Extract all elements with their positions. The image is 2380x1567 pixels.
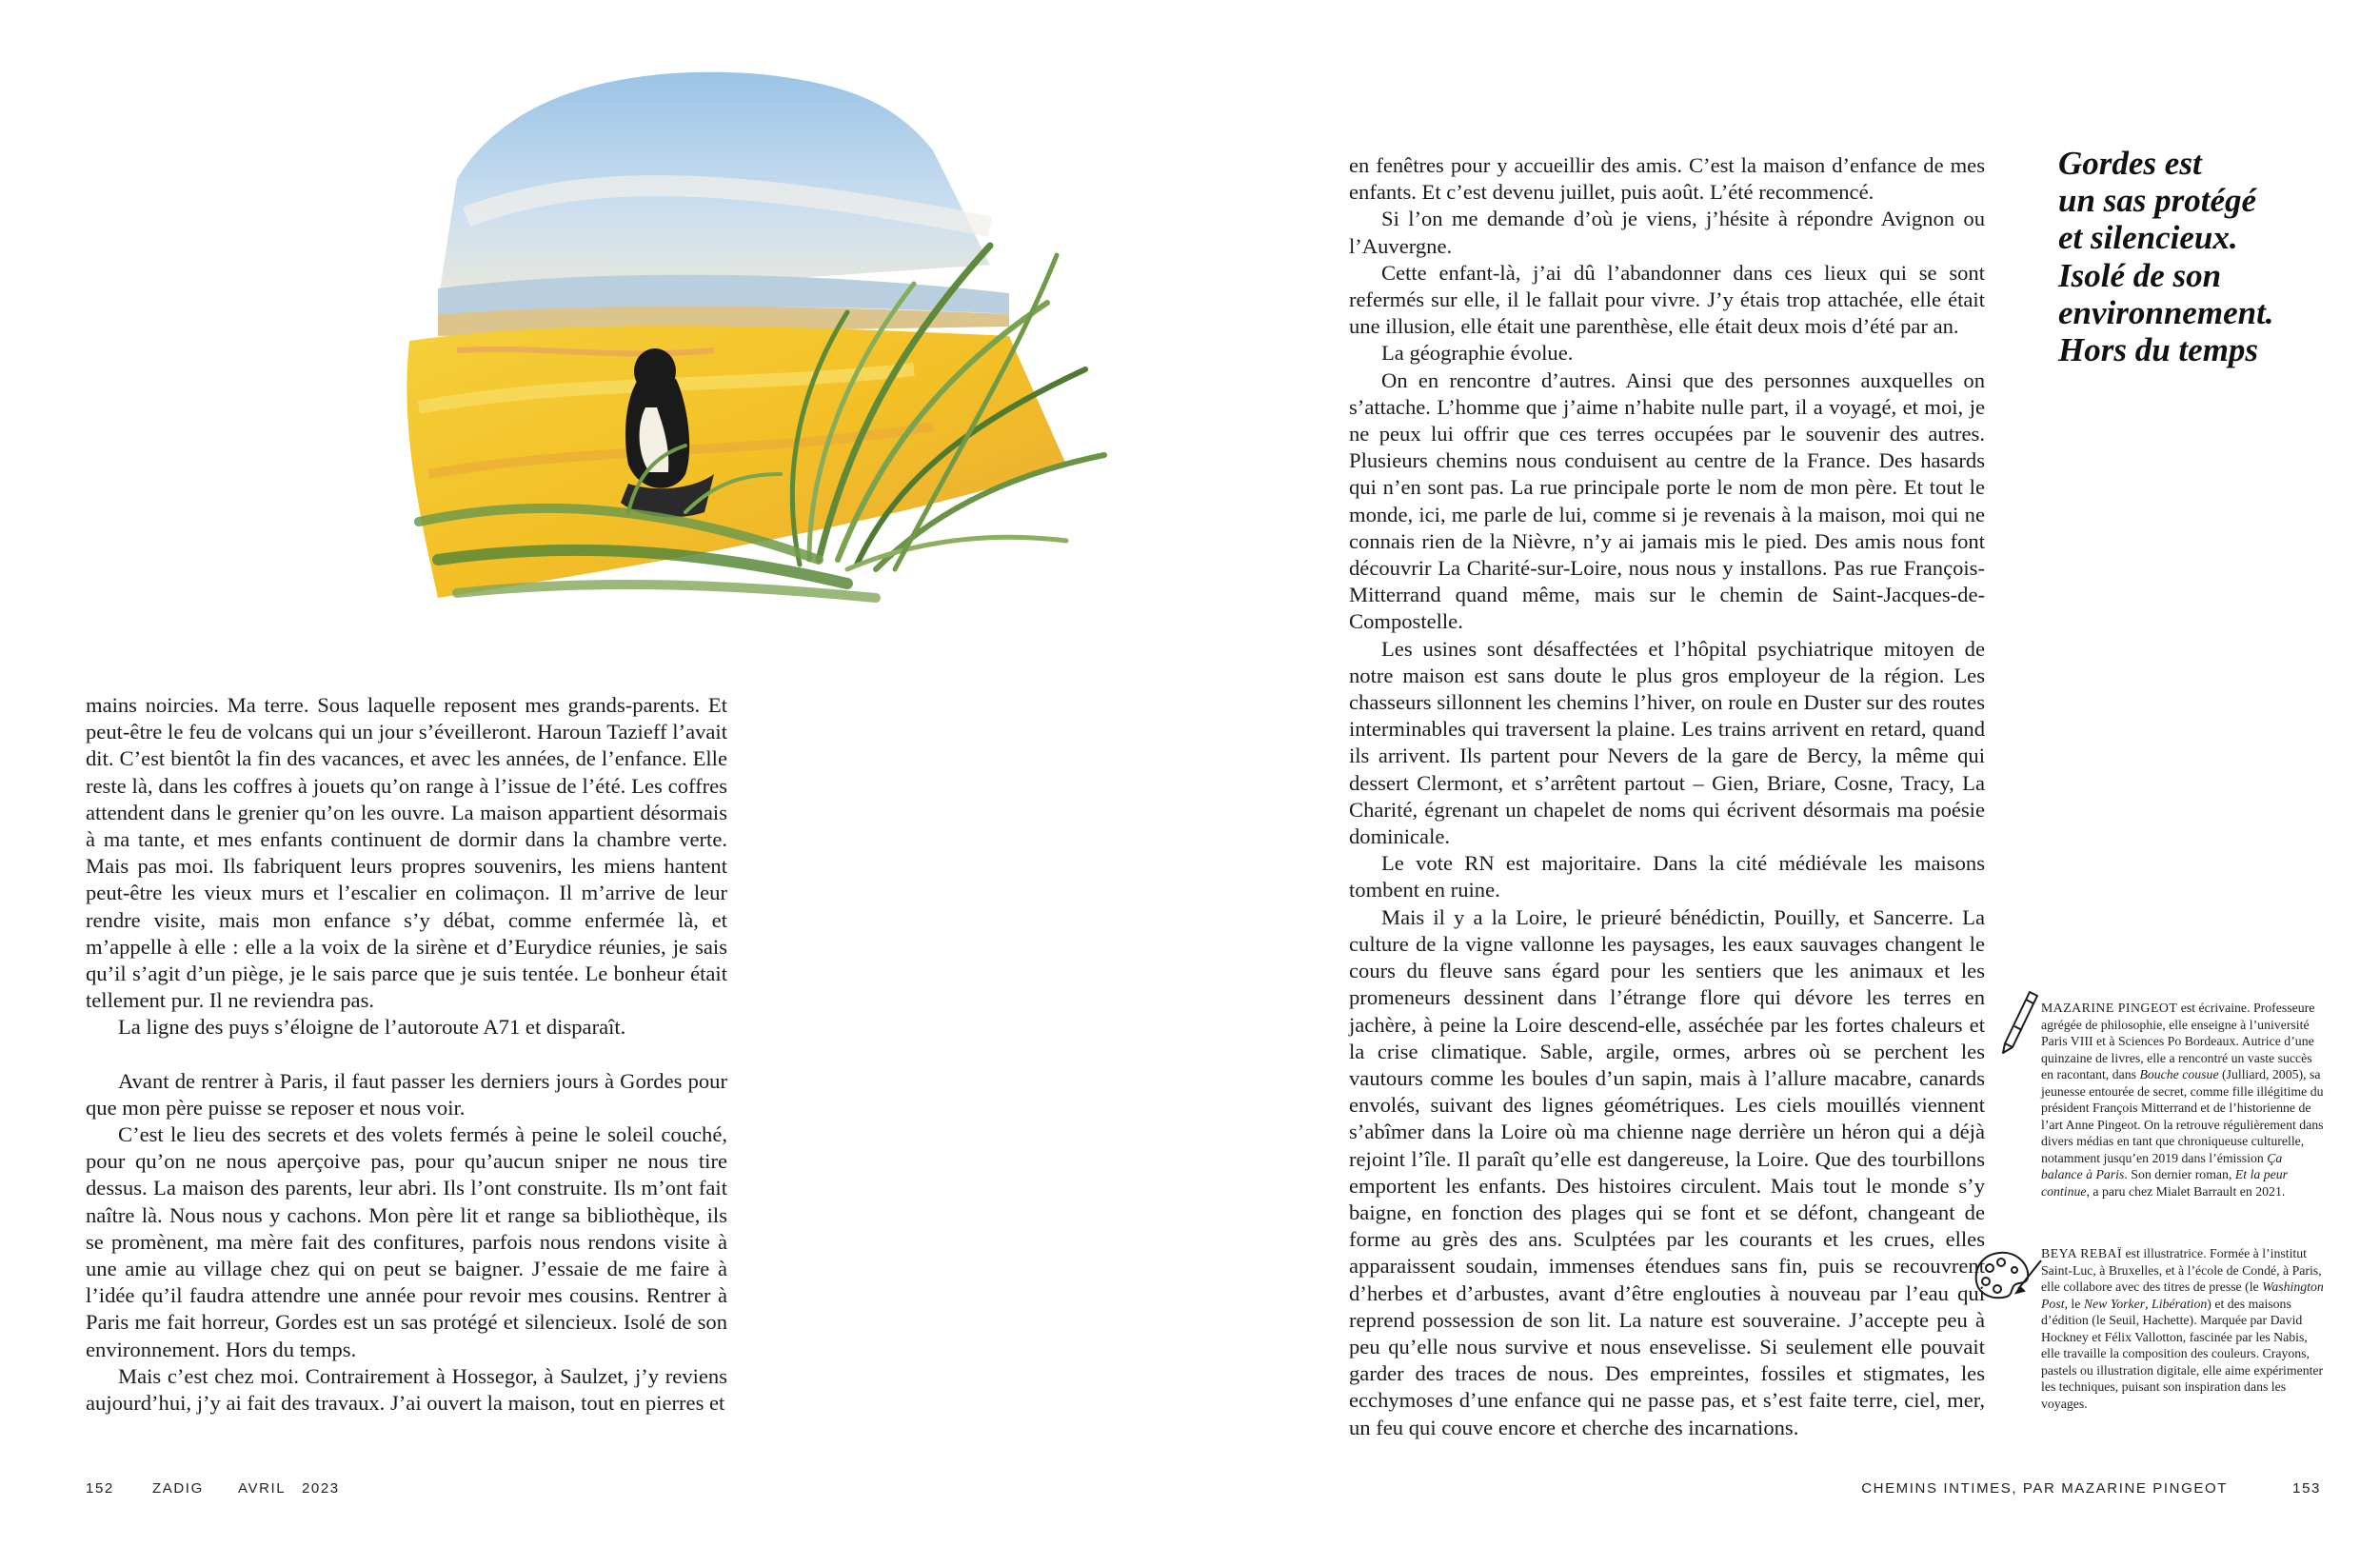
right-page-text xyxy=(1349,152,1985,1441)
paragraph: C’est le lieu des secrets et des volets fermés à peine le soleil couché, pour qu’on ne nous aperçoive pas, pour qu’aucun sniper ne nous tire dessus. La maison des parents, leur abri. Ils l’ont construite. Ils m’ont fait naître là. Nous nous y cachons. Mon père lit et range sa bibliothèque, ils se promènent, ma mère fait des confitures, parfois nous rendons visite à une amie au village chez qui on peut se baigner. J’essaie de me faire à l’idée qu’il faudra attendre une année pour revoir mes cousins. Rentrer à Paris me fait horreur, Gordes est un sas protégé et silencieux. Isolé de son environnement. Hors du temps. xyxy=(86,1122,727,1361)
pull-quote-line: un sas protégé xyxy=(2058,182,2257,220)
left-page-text xyxy=(86,692,727,1417)
left-page-number: 152 xyxy=(86,1480,114,1497)
pull-quote-line: Hors du temps xyxy=(2058,331,2259,369)
running-header: CHEMINS INTIMES, PAR MAZARINE PINGEOT xyxy=(1861,1480,2228,1497)
dune-illustration xyxy=(400,65,1123,626)
bio-text: (Julliard, 2005), sa jeunesse entourée de secret, comme fille illégitime du président François Mitterrand et de l’historienne de l’art Anne Pingeot. On la retrouve régulièrement dans divers médias en tant que chroniqueuse culturelle, notamment jusqu’en 2019 dans l’émission xyxy=(2041,1067,2324,1165)
bio-work-title: Libération xyxy=(2152,1296,2208,1311)
paragraph: Mais il y a la Loire, le prieuré bénédictin, Pouilly, et Sancerre. La culture de la vigne vallonne les paysages, les eaux sauvages changent le cours du fleuve sans égard pour les sentiers que les animaux et les promeneurs dessinent dans l’étrange flore qui dévore les terres en jachère, à peine la Loire descend-elle, asséchée par les fortes chaleurs et la crise climatique. Sable, argile, ormes, arbres où se perchent les vautours comme les boules d’un sapin, mais à l’allure macabre, canards envolés, suivant des lignes géométriques. Les ciels mouillés viennent s’abîmer dans la Loire où ma chienne nage derrière un héron qui a déjà rejoint l’île. Il paraît qu’elle est dangereuse, la Loire. Que des tourbillons emportent les enfants. Des histoires circulent. Mais tout le monde s’y baigne, en fonction des plages qui se font et se défont, changeant de forme au grès des ans. Sculptées par les courants et les crues, elles apparaissent soudain, immenses étendues sans fin, puis se recouvrent d’herbes et d’arbustes, avant d’être englouties à nouveau par l’eau qui reprend possession de son lit. La nature est souveraine. J’accepte peu à peu qu’elle nous survive et nous ensevelisse. Si seulement elle pouvait garder des traces de nous. Des empreintes, fossiles et stigmates, les ecchymoses d’une enfance qui ne passe pas, et s’est faite terre, ciel, mer, un feu qui couve encore et cherche des incarnations. xyxy=(1349,904,1985,1439)
pen-icon xyxy=(1993,988,2047,1055)
author-name: MAZARINE PINGEOT xyxy=(2041,1001,2178,1015)
illustrator-name: BEYA REBAÏ xyxy=(2041,1246,2123,1260)
paragraph: Avant de rentrer à Paris, il faut passer les derniers jours à Gordes pour que mon père puisse se reposer et nous voir. xyxy=(86,1068,727,1120)
pull-quote-line: environnement. xyxy=(2058,293,2274,331)
bio-text: est illustratrice. Formée à l’institut Saint-Luc, à Bruxelles, et à l’école de Condé, à Paris, elle collabore avec des titres de presse (le xyxy=(2041,1246,2322,1294)
magazine-name: ZADIG xyxy=(152,1480,204,1497)
paragraph: Mais c’est chez moi. Contrairement à Hossegor, à Saulzet, j’y reviens aujourd’hui, j’y ai fait des travaux. J’ai ouvert la maison, tout en pierres et xyxy=(86,1363,727,1416)
bio-work-title: Bouche cousue xyxy=(2139,1067,2219,1081)
right-page-number: 153 xyxy=(2292,1480,2321,1497)
bio-text: , xyxy=(2145,1296,2152,1311)
pull-quote xyxy=(2058,145,2325,368)
paragraph: La géographie évolue. xyxy=(1381,341,1574,366)
pull-quote-line: Isolé de son xyxy=(2058,256,2222,294)
author-bio xyxy=(2041,1000,2327,1200)
bio-work-title: Washington Post xyxy=(2041,1279,2324,1311)
bio-text: , le xyxy=(2064,1296,2084,1311)
bio-work-title: Ça balance à Paris xyxy=(2041,1150,2283,1181)
illustrator-bio xyxy=(2041,1245,2327,1412)
paragraph: On en rencontre d’autres. Ainsi que des personnes auxquelles on s’attache. L’homme que j’aime n’habite nulle part, il a voyagé, et moi, je ne peux lui offrir que ces terres occupées par le souvenir des autres. Plusieurs chemins nous conduisent au centre de la France. Des hasards qui n’en sont pas. La rue principale porte le nom de mon père. Et tout le monde, ici, me parle de lui, comme si je revenais à la maison, moi qui ne connais rien de la Nièvre, n’y ai jamais mis le pied. Des amis nous font découvrir La Charité-sur-Loire, nous nous y installons. Pas rue François-Mitterrand quand même, mais sur le chemin de Saint-Jacques-de-Compostelle. xyxy=(1349,367,1985,634)
bio-text: est écrivaine. Professeure agrégée de philosophie, elle enseigne à l’université Paris VIII et à Sciences Po Bordeaux. Autrice d’une quinzaine de livres, elle a rencontré un vaste succès en racontant, dans xyxy=(2041,1001,2315,1081)
pull-quote-line: et silencieux. xyxy=(2058,219,2238,257)
paragraph: Les usines sont désaffectées et l’hôpital psychiatrique mitoyen de notre maison est sans doute le plus gros employeur de la région. Les chasseurs sillonnent les chemins l’hiver, on roule en Duster sur des routes interminables qui traversent la plaine. Les trains arrivent en retard, quand ils arrivent. Ils partent pour Nevers de la gare de Bercy, la même qui dessert Clermont, et s’arrêtent partout – Gien, Briare, Cosne, Tracy, La Charité, égrenant un chapelet de noms qui écrivent désormais ma poésie dominicale. xyxy=(1349,636,1985,849)
paragraph: Le vote RN est majoritaire. Dans la cité médiévale les maisons tombent en ruine. xyxy=(1349,851,1985,903)
bio-text: ) et des maisons d’édition (le Seuil, Hachette). Marquée par David Hockney et Félix Vallotton, fascinée par les Nabis, elle travaille la composition des couleurs. Crayons, pastels ou illustration digitale, elle aime expérimenter les techniques, puisant son inspiration dans les voyages. xyxy=(2041,1296,2324,1411)
paragraph: Si l’on me demande d’où je viens, j’hésite à répondre Avignon ou l’Auvergne. xyxy=(1349,207,1985,258)
paragraph: mains noircies. Ma terre. Sous laquelle reposent mes grands-parents. Et peut-être le feu de volcans qui un jour s’éveilleront. Haroun Tazieff l’avait dit. C’est bientôt la fin des vacances, et avec les années, de l’enfance. Elle reste là, dans les coffres à jouets qu’on range à l’issue de l’été. Les coffres attendent dans le grenier qu’on les ouvre. La maison appartient désormais à ma tante, et mes enfants continuent de dormir dans la chambre verte. Mais pas moi. Ils fabriquent leurs propres souvenirs, les miens hantent peut-être les vieux murs et l’escalier en colimaçon. Il m’arrive de leur rendre visite, mais mon enfance s’y débat, comme enfermée là, et m’appelle à elle : elle a la voix de la sirène et d’Eurydice réunies, je sais qu’il s’agit d’un piège, je le sais parce que je suis tentée. Le bonheur était tellement pur. Il ne reviendra pas. xyxy=(86,693,727,1013)
issue-date: AVRIL 2023 xyxy=(238,1480,340,1497)
pull-quote-line: Gordes est xyxy=(2058,145,2202,182)
bio-work-title: New Yorker xyxy=(2083,1296,2146,1311)
bio-text: , a paru chez Mialet Barrault en 2021. xyxy=(2086,1183,2286,1199)
paragraph: Cette enfant-là, j’ai dû l’abandonner dans ces lieux qui se sont refermés sur elle, il le fallait pour vivre. J’y étais trop attachée, elle était une illusion, elle était une parenthèse, elle était deux mois d’été par an. xyxy=(1349,260,1985,339)
bio-text: . Son dernier roman, xyxy=(2124,1167,2235,1181)
palette-icon xyxy=(1971,1247,2045,1304)
paragraph: en fenêtres pour y accueillir des amis. C’est la maison d’enfance de mes enfants. Et c’est devenu juillet, puis août. L’été recommencé. xyxy=(1349,153,1985,205)
bio-work-title: Et la peur continue xyxy=(2041,1167,2289,1199)
sky xyxy=(438,72,990,303)
paragraph: La ligne des puys s’éloigne de l’autoroute A71 et disparaît. xyxy=(118,1015,626,1040)
